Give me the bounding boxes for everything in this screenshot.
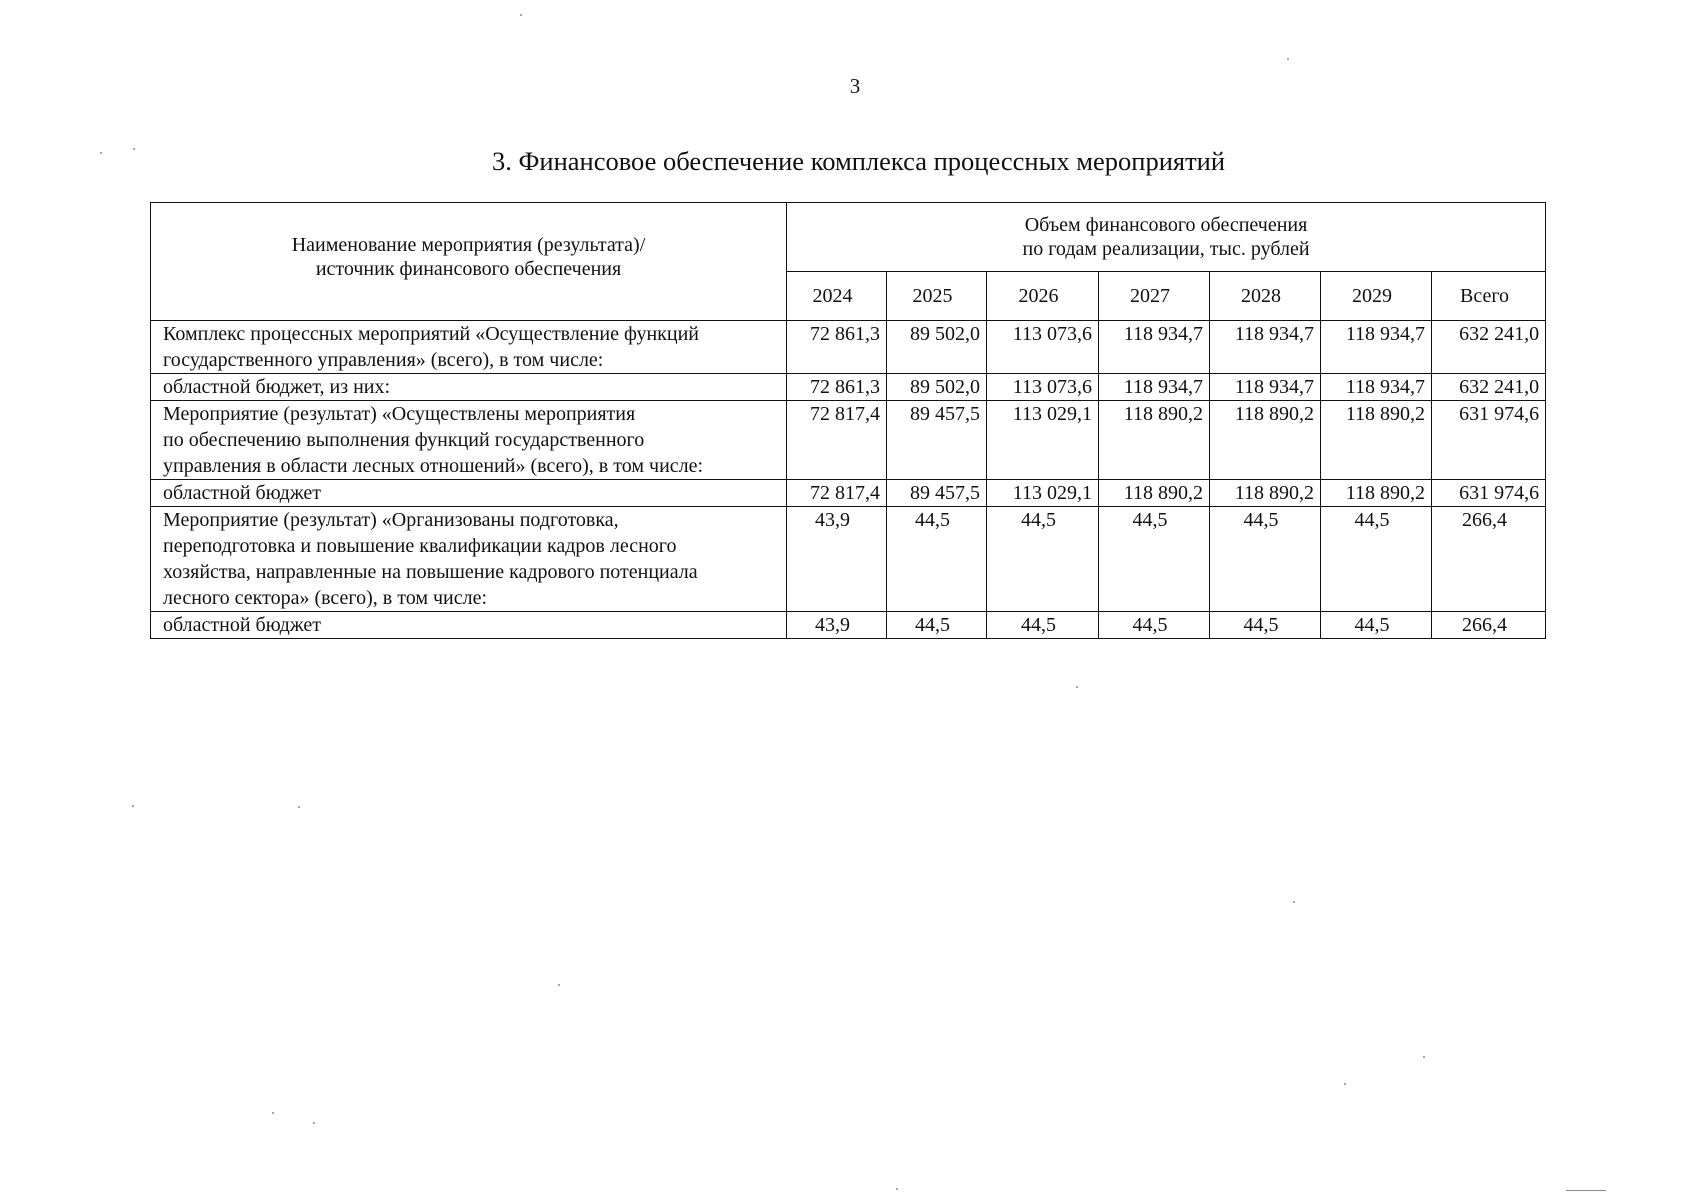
row-name-line: по обеспечению выполнения функций государственного — [163, 429, 645, 451]
row-name-line: государственного управления» (всего), в том числе: — [163, 349, 604, 371]
value-cell-total: 631 974,6 — [1432, 401, 1546, 480]
scan-speck — [558, 984, 560, 986]
value-cell-2028: 118 934,7 — [1210, 321, 1321, 374]
scan-speck — [896, 1188, 898, 1190]
row-name-line: переподготовка и повышение квалификации кадров лесного — [163, 535, 677, 557]
row-name-line: управления в области лесных отношений» (всего), в том числе: — [163, 455, 704, 477]
value-cell-2028: 118 934,7 — [1210, 374, 1321, 401]
column-header-2025: 2025 — [887, 272, 987, 321]
scan-speck — [1287, 58, 1289, 60]
row-name-cell — [151, 507, 787, 612]
row-name-cell — [151, 374, 787, 401]
column-header-2028: 2028 — [1210, 272, 1321, 321]
value-cell-total: 266,4 — [1432, 612, 1546, 639]
table-row — [151, 321, 1546, 374]
value-cell-2027: 44,5 — [1099, 507, 1210, 612]
value-cell-2026: 44,5 — [987, 612, 1099, 639]
value-cell-2028: 44,5 — [1210, 612, 1321, 639]
value-cell-2027: 44,5 — [1099, 612, 1210, 639]
scan-speck — [298, 806, 300, 808]
row-name-line: Мероприятие (результат) «Осуществлены мероприятия — [163, 403, 636, 425]
value-cell-2025: 89 502,0 — [887, 374, 987, 401]
value-cell-2029: 118 934,7 — [1321, 374, 1432, 401]
table-row — [151, 507, 1546, 612]
value-cell-2026: 113 029,1 — [987, 401, 1099, 480]
table-row — [151, 401, 1546, 480]
value-cell-total: 266,4 — [1432, 507, 1546, 612]
scan-speck — [1344, 1083, 1346, 1085]
value-cell-2025: 44,5 — [887, 507, 987, 612]
value-cell-2024: 43,9 — [787, 507, 887, 612]
value-cell-2029: 44,5 — [1321, 507, 1432, 612]
value-cell-2024: 43,9 — [787, 612, 887, 639]
value-cell-total: 631 974,6 — [1432, 480, 1546, 507]
header-volume-cell — [787, 203, 1546, 272]
header-name-line: Наименование мероприятия (результата)/ — [291, 233, 646, 256]
header-name-line: источник финансового обеспечения — [315, 257, 622, 280]
value-cell-2025: 89 457,5 — [887, 480, 987, 507]
value-cell-total: 632 241,0 — [1432, 374, 1546, 401]
value-cell-2027: 118 890,2 — [1099, 480, 1210, 507]
value-cell-total: 632 241,0 — [1432, 321, 1546, 374]
value-cell-2029: 118 890,2 — [1321, 401, 1432, 480]
value-cell-2024: 72 861,3 — [787, 321, 887, 374]
value-cell-2028: 118 890,2 — [1210, 480, 1321, 507]
value-cell-2025: 44,5 — [887, 612, 987, 639]
value-cell-2029: 118 890,2 — [1321, 480, 1432, 507]
value-cell-2026: 44,5 — [987, 507, 1099, 612]
value-cell-2026: 113 029,1 — [987, 480, 1099, 507]
header-volume-line: Объем финансового обеспечения — [1024, 214, 1308, 236]
row-name-line: лесного сектора» (всего), в том числе: — [163, 587, 488, 609]
scan-speck — [520, 14, 522, 16]
row-name-line: областной бюджет — [163, 482, 322, 504]
table-row — [151, 612, 1546, 639]
document-title: 3. Финансовое обеспечение комплекса процессных мероприятий — [491, 146, 1226, 176]
page-number: 3 — [849, 74, 861, 98]
row-name-line: Комплекс процессных мероприятий «Осуществление функций — [163, 323, 699, 345]
value-cell-2027: 118 934,7 — [1099, 321, 1210, 374]
financing-table — [150, 202, 1546, 639]
scan-speck — [1293, 901, 1295, 903]
scan-speck — [100, 152, 102, 154]
scan-speck — [1423, 1056, 1425, 1058]
scan-speck — [272, 1112, 274, 1114]
value-cell-2024: 72 817,4 — [787, 480, 887, 507]
row-name-cell — [151, 321, 787, 374]
scan-speck — [1076, 686, 1078, 688]
row-name-cell — [151, 480, 787, 507]
value-cell-2024: 72 817,4 — [787, 401, 887, 480]
value-cell-2028: 118 890,2 — [1210, 401, 1321, 480]
column-header-2026: 2026 — [987, 272, 1099, 321]
row-name-line: хозяйства, направленные на повышение кадрового потенциала — [163, 561, 698, 583]
table-row — [151, 374, 1546, 401]
scan-speck — [133, 148, 135, 150]
column-header-2027: 2027 — [1099, 272, 1210, 321]
row-name-line: областной бюджет — [163, 614, 322, 636]
value-cell-2029: 44,5 — [1321, 612, 1432, 639]
value-cell-2029: 118 934,7 — [1321, 321, 1432, 374]
scan-speck — [313, 1122, 315, 1124]
value-cell-2028: 44,5 — [1210, 507, 1321, 612]
scan-speck — [1566, 1190, 1606, 1191]
value-cell-2024: 72 861,3 — [787, 374, 887, 401]
value-cell-2026: 113 073,6 — [987, 321, 1099, 374]
table-header-row — [151, 203, 1546, 272]
value-cell-2026: 113 073,6 — [987, 374, 1099, 401]
header-name-cell — [151, 203, 787, 321]
column-header-2029: 2029 — [1321, 272, 1432, 321]
value-cell-2027: 118 890,2 — [1099, 401, 1210, 480]
value-cell-2025: 89 457,5 — [887, 401, 987, 480]
scan-speck — [132, 805, 134, 807]
table-row — [151, 480, 1546, 507]
value-cell-2025: 89 502,0 — [887, 321, 987, 374]
header-volume-line: по годам реализации, тыс. рублей — [1022, 238, 1310, 260]
column-header-2024: 2024 — [787, 272, 887, 321]
row-name-line: Мероприятие (результат) «Организованы подготовка, — [163, 509, 619, 531]
column-header-total: Всего — [1432, 272, 1546, 321]
row-name-cell — [151, 612, 787, 639]
value-cell-2027: 118 934,7 — [1099, 374, 1210, 401]
row-name-line: областной бюджет, из них: — [163, 376, 391, 398]
row-name-cell — [151, 401, 787, 480]
